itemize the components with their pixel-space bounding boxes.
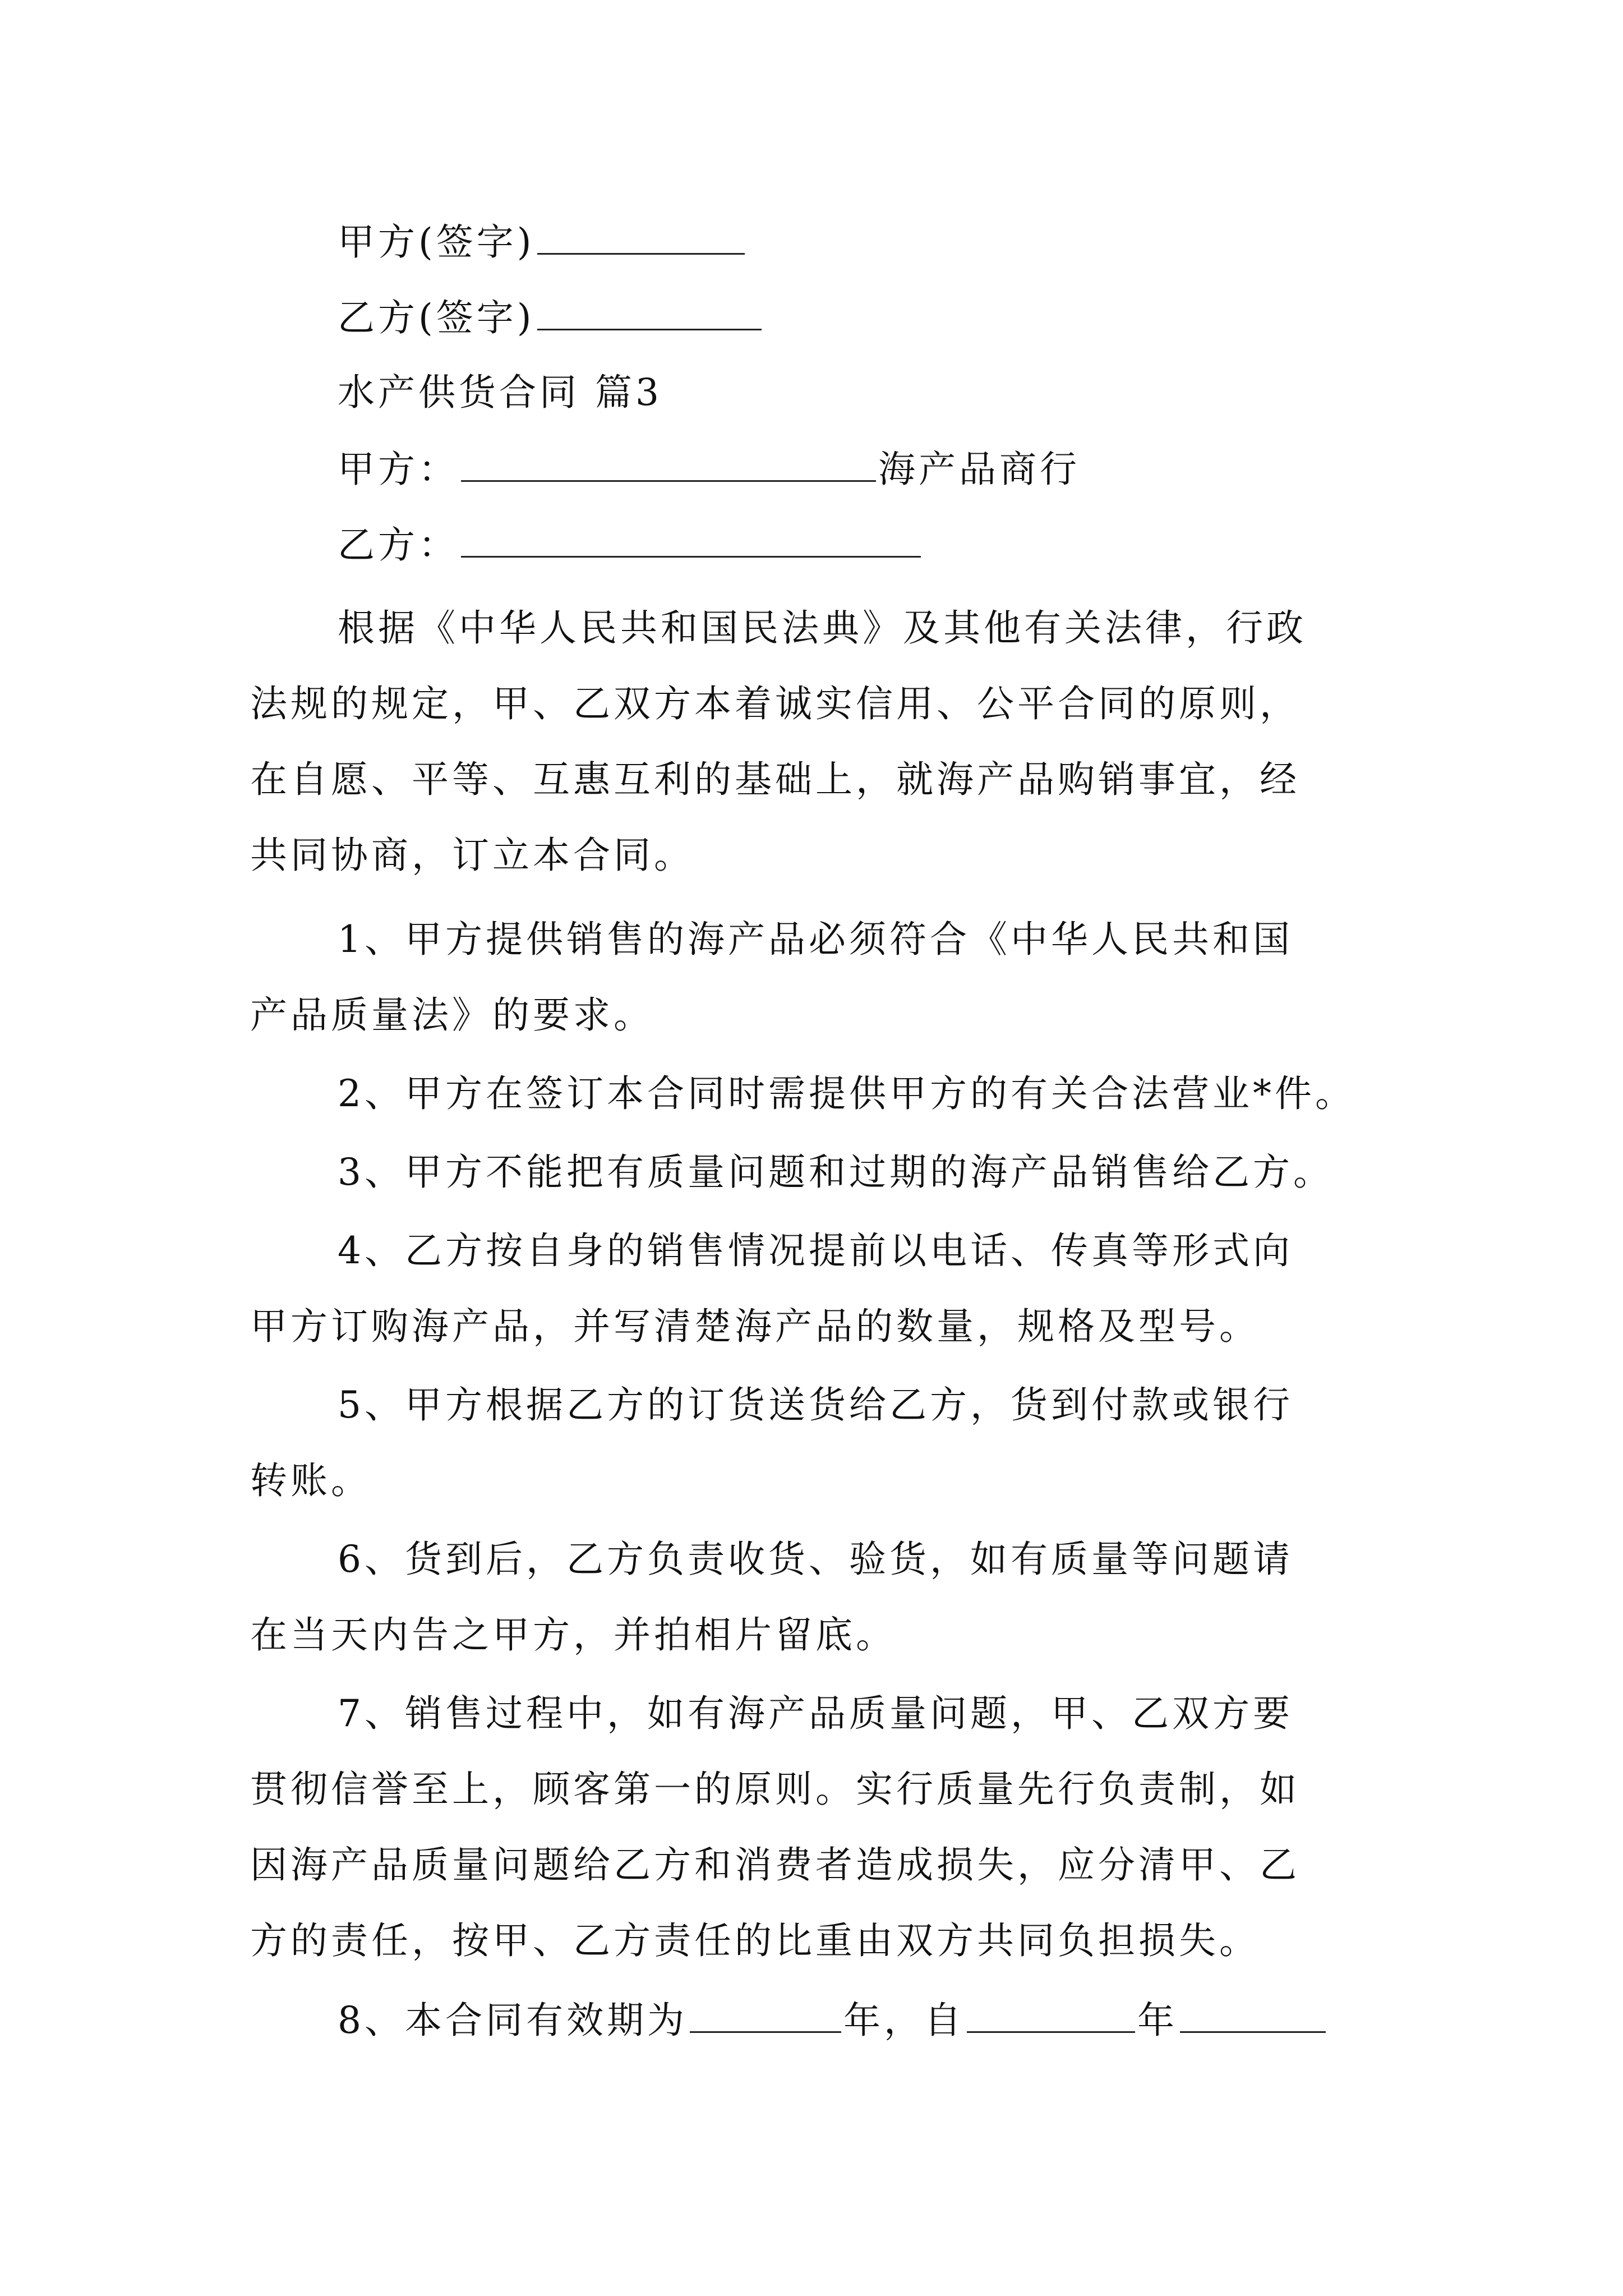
clause-8-text-year: 年 <box>1137 1999 1178 2042</box>
clause-1-line: 产品质量法》的要求。 <box>250 993 654 1037</box>
clause-4-line: 4、乙方按自身的销售情况提前以电话、传真等形式向 <box>338 1229 1293 1272</box>
clause-5-line: 转账。 <box>250 1459 371 1502</box>
clause-8-text-from: 年，自 <box>843 1999 965 2042</box>
clause-7-line: 方的责任，按甲、乙方责任的比重由双方共同负担损失。 <box>250 1919 1260 1962</box>
clause-8-blank-month <box>1180 1994 1326 2033</box>
party-b-line <box>338 519 923 570</box>
clause-7-line: 因海产品质量问题给乙方和消费者造成损失，应分清甲、乙 <box>250 1843 1300 1887</box>
signature-line-party-b <box>338 292 764 343</box>
party-a-label: 甲方： <box>338 448 459 491</box>
signature-line-party-a <box>338 216 747 268</box>
section-title: 水产供货合同 篇3 <box>338 371 662 414</box>
signature-label-party-a: 甲方(签字) <box>338 220 535 264</box>
clause-8-line <box>338 1994 1328 2046</box>
party-a-name: 海产品商行 <box>878 448 1080 491</box>
paragraph-line: 共同协商，订立本合同。 <box>250 834 694 877</box>
clause-4-line: 甲方订购海产品，并写清楚海产品的数量，规格及型号。 <box>250 1305 1260 1348</box>
paragraph-line: 法规的规定，甲、乙双方本着诚实信用、公平合同的原则， <box>250 682 1300 725</box>
clause-8-text-start: 8、本合同有效期为 <box>338 1999 688 2042</box>
clause-8-blank-start-year <box>967 1994 1135 2033</box>
clause-6-line: 在当天内告之甲方，并拍相片留底。 <box>250 1613 896 1657</box>
paragraph-line: 在自愿、平等、互惠互利的基础上，就海产品购销事宜，经 <box>250 758 1300 801</box>
party-b-label: 乙方： <box>338 523 459 567</box>
clause-5-line: 5、甲方根据乙方的订货送货给乙方，货到付款或银行 <box>338 1383 1293 1427</box>
party-a-line <box>338 443 1080 495</box>
signature-label-party-b: 乙方(签字) <box>338 296 535 339</box>
party-a-blank <box>461 443 876 482</box>
party-b-blank <box>461 519 921 558</box>
signature-blank-party-b <box>537 292 762 330</box>
signature-blank-party-a <box>537 216 745 255</box>
paragraph-line: 根据《中华人民共和国民法典》及其他有关法律，行政 <box>338 606 1307 650</box>
clause-3-line: 3、甲方不能把有质量问题和过期的海产品销售给乙方。 <box>338 1151 1334 1194</box>
clause-2-line: 2、甲方在签订本合同时需提供甲方的有关合法营业*件。 <box>338 1072 1355 1115</box>
clause-7-line: 7、销售过程中，如有海产品质量问题，甲、乙双方要 <box>338 1692 1293 1735</box>
clause-6-line: 6、货到后，乙方负责收货、验货，如有质量等问题请 <box>338 1538 1293 1581</box>
clause-8-blank-years <box>690 1994 841 2033</box>
clause-7-line: 贯彻信誉至上，顾客第一的原则。实行质量先行负责制，如 <box>250 1768 1300 1811</box>
clause-1-line: 1、甲方提供销售的海产品必须符合《中华人民共和国 <box>338 918 1293 961</box>
